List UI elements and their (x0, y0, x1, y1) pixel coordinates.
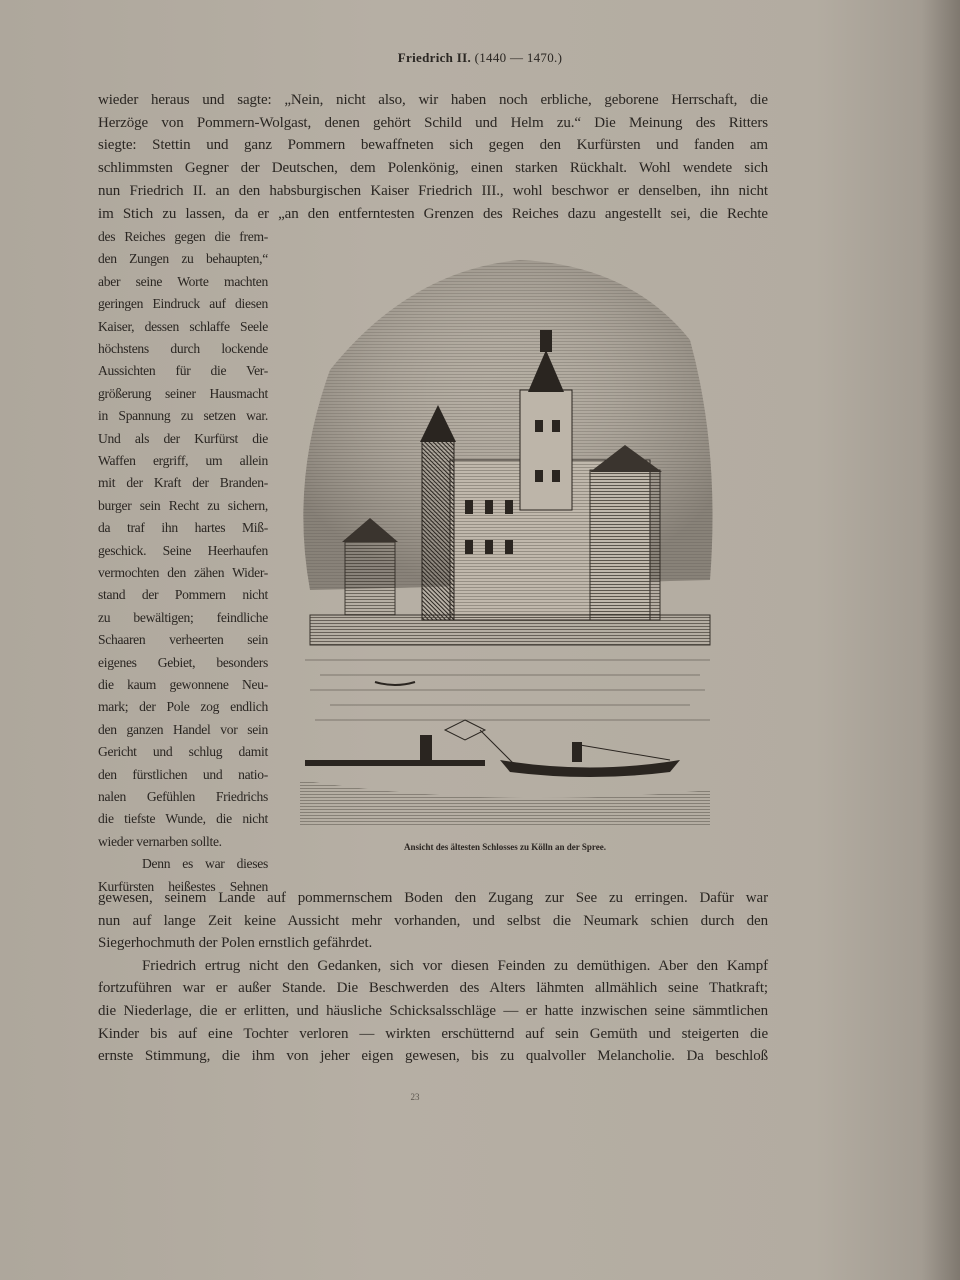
text-line: ernste Stimmung, die ihm von jeher eigen gewesen, bis zu qualvoller Melancholie. Da beschloß (98, 1048, 768, 1065)
text-line: nun auf lange Zeit keine Aussicht mehr vorhanden, und selbst die Neumark schien durch den (98, 912, 768, 929)
text-line: Herzöge von Pommern-Wolgast, denen gehört Schild und Helm zu.“ Die Meinung des Ritters (98, 114, 768, 131)
text-line: den ganzen Handel vor sein (98, 721, 268, 737)
text-line: Kurfürsten heißestes Sehnen (98, 878, 268, 894)
figure-caption: Ansicht des ältesten Schlosses zu Kölln an der Spree. (404, 842, 606, 852)
text-line: stand der Pommern nicht (98, 587, 268, 603)
text-line: zu bewältigen; feindliche (98, 609, 268, 625)
text-line: nun Friedrich II. an den habsburgischen Kaiser Friedrich III., wohl beschwor er denselben, ihn nicht (98, 182, 768, 199)
text-line: Kinder bis auf eine Tochter verloren — wirkten erschütternd auf sein Gemüth und steigerten die (98, 1025, 768, 1042)
text-line: nalen Gefühlen Friedrichs (98, 789, 268, 804)
text-line: Friedrich ertrug nicht den Gedanken, sich vor diesen Feinden zu demüthigen. Aber den Kampf (142, 957, 768, 974)
text-line: wieder heraus und sagte: „Nein, nicht also, wir haben noch erbliche, geborene Herrschaft, die (98, 92, 768, 108)
text-line: wieder vernarben sollte. (98, 833, 222, 849)
castle-engraving (290, 250, 725, 830)
text-line: Kaiser, dessen schlaffe Seele (98, 318, 268, 334)
text-line: eigenes Gebiet, besonders (98, 654, 268, 670)
text-line: Schaaren verheerten sein (98, 632, 268, 648)
text-line: da traf ihn hartes Miß- (98, 520, 268, 536)
text-line: schlimmsten Gegner der Deutschen, dem Polenkönig, einen starken Rückhalt. Wohl wendete sich (98, 160, 768, 177)
text-line: größerung seiner Hausmacht (98, 385, 268, 401)
text-line: Denn es war dieses (142, 856, 268, 872)
text-line: den Zungen zu behaupten,“ (98, 251, 268, 267)
header-years: (1440 — 1470.) (474, 50, 563, 65)
text-line: geringen Eindruck auf diesen (98, 296, 268, 312)
text-line: die kaum gewonnene Neu- (98, 677, 268, 692)
text-line: Aussichten für die Ver- (98, 363, 268, 379)
text-line: des Reiches gegen die frem- (98, 229, 268, 244)
text-line: die tiefste Wunde, die nicht (98, 811, 268, 827)
text-line: mark; der Pole zog endlich (98, 699, 268, 715)
text-line: Siegerhochmuth der Polen ernstlich gefährdet. (98, 935, 373, 952)
text-line: burger sein Recht zu sichern, (98, 497, 268, 513)
text-line: Waffen ergriff, um allein (98, 453, 268, 468)
text-line: den fürstlichen und natio- (98, 766, 268, 782)
running-header (0, 50, 960, 66)
text-line: im Stich zu lassen, da er „an den entferntesten Grenzen des Reiches dazu angestellt sei, die Rechte (98, 205, 768, 222)
header-title: Friedrich II. (397, 50, 472, 65)
text-line: aber seine Worte machten (98, 273, 268, 289)
text-line: vermochten den zähen Wider- (98, 565, 268, 580)
text-line: die Niederlage, die er erlitten, und häusliche Schicksalsschläge — er hatte inzwischen seine sämmtlichen (98, 1003, 768, 1019)
text-line: mit der Kraft der Branden- (98, 475, 268, 491)
text-line: geschick. Seine Heerhaufen (98, 542, 268, 558)
text-line: höchstens durch lockende (98, 341, 268, 356)
text-line: Und als der Kurfürst die (98, 430, 268, 446)
text-line: siegte: Stettin und ganz Pommern bewaffneten sich gegen den Kurfürsten und fanden am (98, 137, 768, 154)
text-line: gewesen, seinem Lande auf pommernschem Boden den Zugang zur See zu erringen. Dafür war (98, 890, 768, 906)
text-line: in Spannung zu setzen war. (98, 408, 268, 424)
page-number: 23 (410, 1092, 420, 1102)
text-line: fortzuführen war er außer Stande. Die Beschwerden des Alters lähmten allmählich seine Thatkraft; (98, 980, 768, 997)
text-line: Gericht und schlug damit (98, 744, 268, 760)
